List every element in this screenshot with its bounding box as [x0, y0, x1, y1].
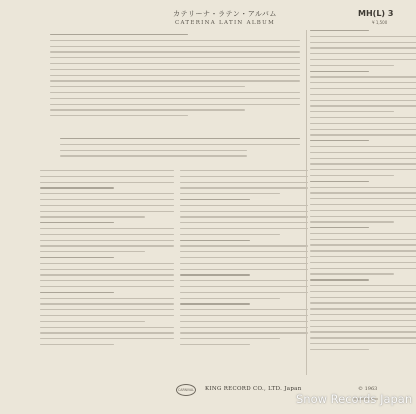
liner-notes-left	[40, 170, 174, 360]
album-title-japanese: カテリーナ・ラテン・アルバム	[173, 10, 277, 18]
album-title-english: CATERINA LATIN ALBUM	[174, 20, 276, 26]
carnival-label-logo-icon: CARNIVAL	[176, 384, 196, 396]
track-list	[50, 34, 300, 140]
column-divider	[306, 30, 307, 375]
catalog-price: ¥ 1,500	[372, 20, 388, 25]
liner-notes-middle	[180, 170, 308, 360]
credits-block	[60, 138, 300, 166]
watermark: Snow Records Japan	[296, 392, 413, 406]
record-company: KING RECORD CO., LTD. Japan	[205, 386, 302, 392]
catalog-number: MH(L) 3	[358, 9, 394, 18]
copyright-notice: © 1963	[358, 386, 378, 392]
liner-notes-right	[310, 30, 416, 380]
